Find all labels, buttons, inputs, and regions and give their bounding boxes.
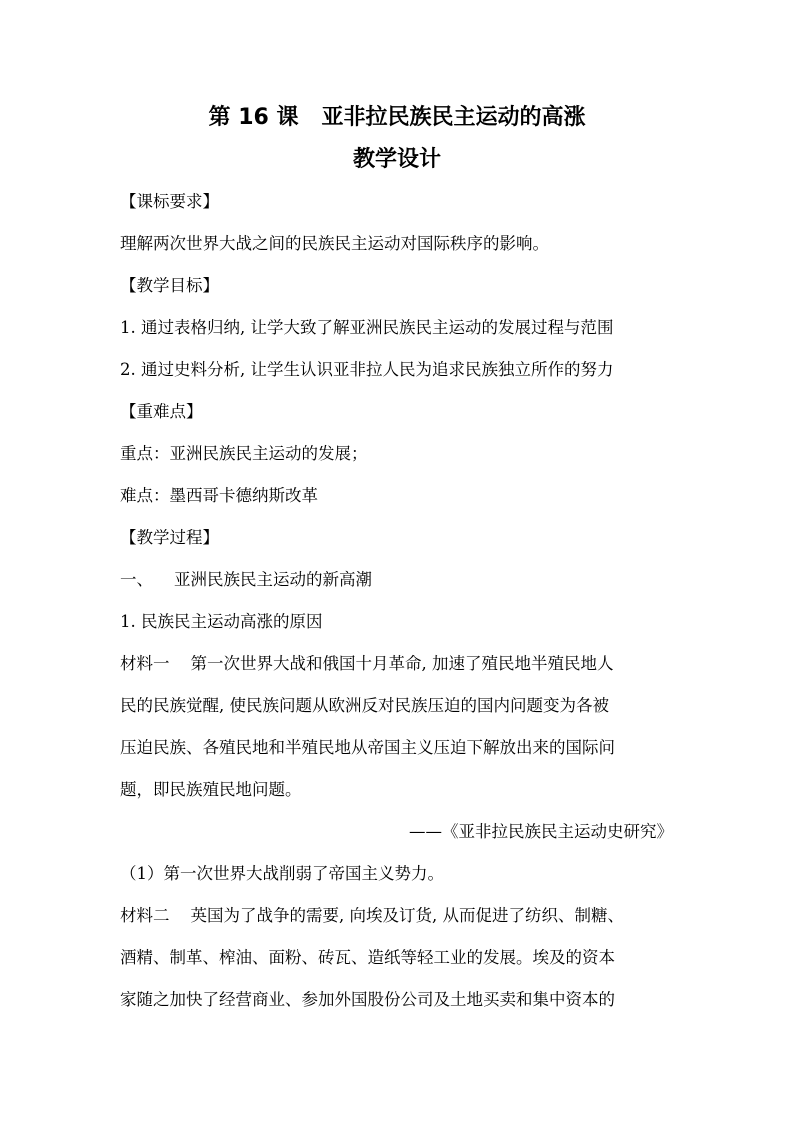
paragraph-line: 理解两次世界大战之间的民族民主运动对国际秩序的影响。 (120, 234, 549, 253)
subsection-heading: 一、 亚洲民族民主运动的新高潮 (120, 570, 372, 589)
paragraph-line: 重点：亚洲民族民主运动的发展； (120, 444, 368, 463)
objective-item: 1. 通过表格归纳, 让学大致了解亚洲民族民主运动的发展过程与范围 (120, 318, 614, 337)
material-source: ——《亚非拉民族民主运动史研究》 (409, 822, 673, 841)
material-line: 题，即民族殖民地问题。 (120, 780, 302, 799)
objective-item: 2. 通过史料分析, 让学生认识亚非拉人民为追求民族独立所作的努力 (120, 360, 614, 379)
material-line: 家随之加快了经营商业、参加外国股份公司及土地买卖和集中资本的 (120, 990, 615, 1009)
material-line: 材料一 第一次世界大战和俄国十月革命, 加速了殖民地半殖民地人 (120, 654, 614, 673)
section-heading-key-points: 【重难点】 (120, 402, 203, 421)
section-heading-process: 【教学过程】 (120, 528, 219, 547)
material-line: 压迫民族、各殖民地和半殖民地从帝国主义压迫下解放出来的国际问 (120, 738, 615, 757)
section-heading-objectives: 【教学目标】 (120, 276, 219, 295)
paragraph-line: （1）第一次世界大战削弱了帝国主义势力。 (120, 864, 444, 883)
document-subtitle: 教学设计 (352, 147, 441, 172)
subsection-heading: 1. 民族民主运动高涨的原因 (120, 612, 323, 631)
material-line: 材料二 英国为了战争的需要, 向埃及订货, 从而促进了纺织、制糖、 (120, 906, 624, 925)
material-line: 民的民族觉醒, 使民族问题从欧洲反对民族压迫的国内问题变为各被 (120, 696, 609, 715)
section-heading-curriculum: 【课标要求】 (120, 192, 219, 211)
paragraph-line: 难点：墨西哥卡德纳斯改革 (120, 486, 318, 505)
document-title: 第 16 课 亚非拉民族民主运动的高涨 (208, 105, 586, 130)
material-line: 酒精、制革、榨油、面粉、砖瓦、造纸等轻工业的发展。埃及的资本 (120, 948, 615, 967)
